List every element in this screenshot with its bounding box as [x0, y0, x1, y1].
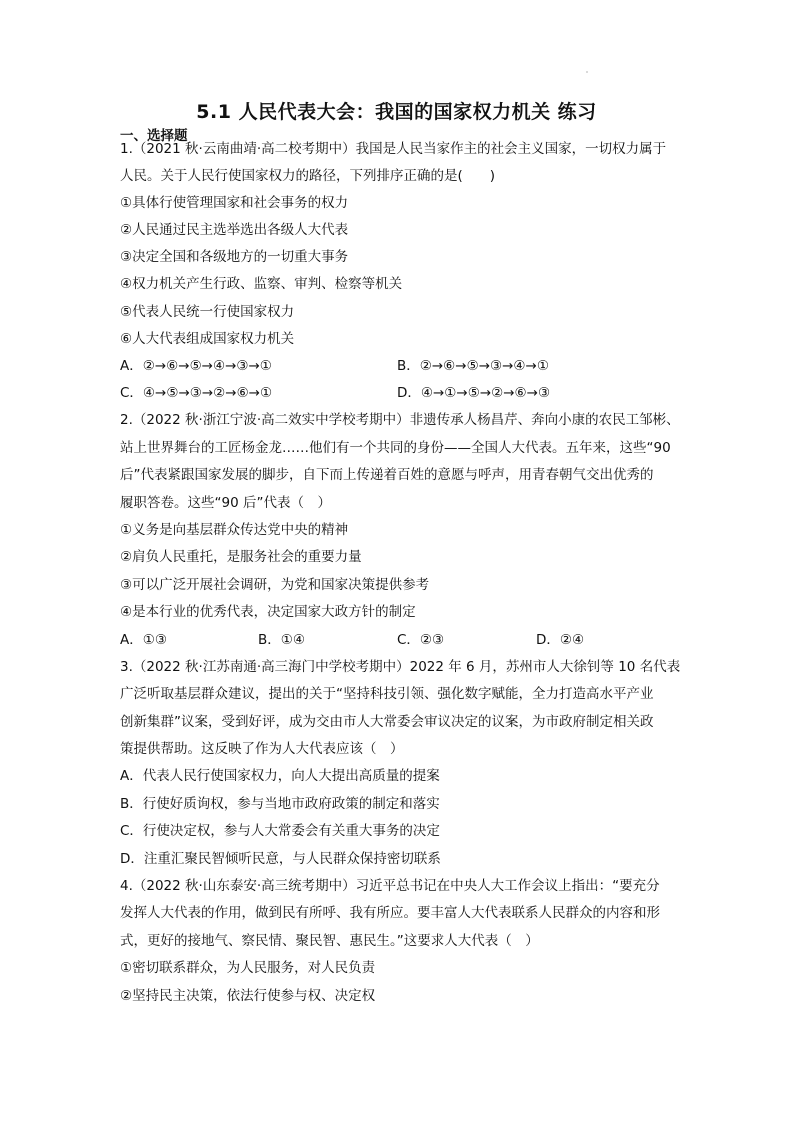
- scan-speck: [586, 71, 588, 73]
- question-3-line-2: 广泛听取基层群众建议，提出的关于“坚持科技引领、强化数字赋能，全力打造高水平产业: [120, 686, 654, 702]
- question-1-option-a: A．②→⑥→⑤→④→③→①: [120, 358, 272, 374]
- question-4-line-2: 发挥人大代表的作用，做到民有所呼、我有所应。要丰富人大代表联系人民群众的内容和形: [120, 905, 660, 921]
- question-3-line-4: 策提供帮助。这反映了作为人大代表应该（ ）: [120, 741, 404, 757]
- question-4-line-1: 4.（2022 秋·山东泰安·高三统考期中）习近平总书记在中央人大工作会议上指出：“要充分: [120, 878, 660, 894]
- question-2-option-d: D．②④: [536, 632, 585, 648]
- question-2-item-4: ④是本行业的优秀代表，决定国家大政方针的制定: [120, 604, 416, 620]
- question-4-line-3: 式，更好的接地气、察民情、聚民智、惠民生。”这要求人大代表（ ）: [120, 933, 539, 949]
- question-2-line-4: 履职答卷。这些“90 后”代表（ ）: [120, 495, 331, 511]
- question-1-item-6: ⑥人大代表组成国家权力机关: [120, 331, 295, 347]
- question-1-option-d: D．④→①→⑤→②→⑥→③: [397, 385, 551, 401]
- question-2-item-1: ①义务是向基层群众传达党中央的精神: [120, 522, 349, 538]
- question-3-option-c: C．行使决定权，参与人大常委会有关重大事务的决定: [120, 823, 440, 839]
- question-2-option-c: C．②③: [397, 632, 445, 648]
- question-2-option-a: A．①③: [120, 632, 167, 648]
- question-1-line-1: 1.（2021 秋·云南曲靖·高二校考期中）我国是人民当家作主的社会主义国家，一切权力属于: [120, 141, 667, 157]
- question-2-line-3: 后”代表紧跟国家发展的脚步，自下而上传递着百姓的意愿与呼声，用青春朝气交出优秀的: [120, 467, 654, 483]
- question-2-item-3: ③可以广泛开展社会调研，为党和国家决策提供参考: [120, 577, 430, 593]
- question-2-line-1: 2.（2022 秋·浙江宁波·高二效实中学校考期中）非遗传承人杨昌芹、奔向小康的农民工邹彬、: [120, 412, 680, 428]
- question-3-option-d: D．注重汇聚民智倾听民意，与人民群众保持密切联系: [120, 851, 441, 867]
- question-3-line-3: 创新集群”议案，受到好评，成为交由市人大常委会审议决定的议案，为市政府制定相关政: [120, 714, 654, 730]
- question-4-item-2: ②坚持民主决策，依法行使参与权、决定权: [120, 988, 376, 1004]
- question-4-item-1: ①密切联系群众，为人民服务，对人民负责: [120, 960, 376, 976]
- page-title: 5.1 人民代表大会：我国的国家权力机关 练习: [196, 101, 597, 123]
- question-1-item-5: ⑤代表人民统一行使国家权力: [120, 304, 295, 320]
- question-3-option-b: B．行使好质询权，参与当地市政府政策的制定和落实: [120, 796, 440, 812]
- section-heading: 一、选择题: [120, 128, 188, 144]
- question-1-item-4: ④权力机关产生行政、监察、审判、检察等机关: [120, 276, 403, 292]
- question-1-line-2: 人民。关于人民行使国家权力的路径，下列排序正确的是( ): [120, 168, 496, 184]
- question-2-option-b: B．①④: [258, 632, 305, 648]
- question-3-line-1: 3.（2022 秋·江苏南通·高三海门中学校考期中）2022 年 6 月，苏州市人大徐钊等 10 名代表: [120, 659, 681, 675]
- question-3-option-a: A．代表人民行使国家权力，向人大提出高质量的提案: [120, 768, 440, 784]
- question-1-item-3: ③决定全国和各级地方的一切重大事务: [120, 249, 349, 265]
- question-1-option-c: C．④→⑤→③→②→⑥→①: [120, 385, 273, 401]
- question-2-item-2: ②肩负人民重托，是服务社会的重要力量: [120, 549, 362, 565]
- question-1-item-1: ①具体行使管理国家和社会事务的权力: [120, 195, 349, 211]
- question-1-item-2: ②人民通过民主选举选出各级人大代表: [120, 222, 349, 238]
- question-1-option-b: B．②→⑥→⑤→③→④→①: [397, 358, 549, 374]
- question-2-line-2: 站上世界舞台的工匠杨金龙……他们有一个共同的身份——全国人大代表。五年来，这些“90: [120, 440, 671, 456]
